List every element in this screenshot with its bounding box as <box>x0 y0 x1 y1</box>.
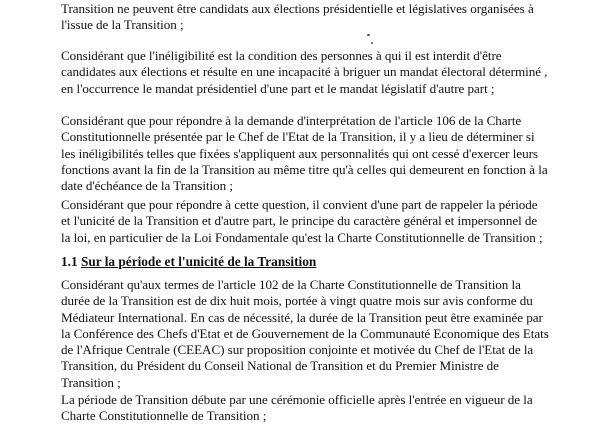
text-line: Transition ne peuvent être candidats aux élections présidentielle et législatives organisées à <box>61 1 534 16</box>
paragraph-1 <box>61 1 541 34</box>
section-heading <box>61 254 316 270</box>
text-line: les inéligibilités telles que fixées s'appliquent aux personnalités qui ont cessé d'exercer leurs <box>61 145 538 161</box>
text-line: Transition, du Président du Conseil National de Transition et du Premier Ministre de <box>61 358 499 374</box>
text-line: en l'occurrence le mandat présidentiel d'une part et le mandat législatif d'autre part ; <box>61 80 495 96</box>
text-line: Considérant que l'inéligibilité est la condition des personnes à qui il est interdit d'être <box>61 48 502 63</box>
text-line: Considérant que pour répondre à cette question, il convient d'une part de rappeler la période <box>61 197 538 212</box>
text-line: Médiateur International. En cas de nécessité, la durée de la Transition peut être examinée par <box>61 309 543 325</box>
section-title: Sur la période et l'unicité de la Transition <box>80 254 317 269</box>
text-line: durée de la Transition est de dix huit mois, portée à vingt quatre mois sur avis conforme du <box>61 293 533 309</box>
text-line: la Conférence des Chefs d'Etat et de Gouvernement de la Communauté Economique des Etats <box>61 325 549 341</box>
scan-speck <box>367 34 370 36</box>
text-line: Transition ; <box>61 374 121 390</box>
text-line: fonctions avant la fin de la Transition au même titre qu'à celles qui demeurent en fonction à la <box>61 161 548 177</box>
text-line: Constitutionnelle présentée par le Chef de l'Etat de la Transition, il y a lieu de déterminer si <box>61 129 535 145</box>
text-line: date d'échéance de la Transition ; <box>61 178 233 194</box>
section-number: 1.1 <box>61 254 78 269</box>
text-line: et l'unicité de la Transition et d'autre part, le principe du caractère général et impersonnel de <box>61 213 538 229</box>
text-line: de l'Afrique Centrale (CEEAC) sur proposition conjointe et motivée du Chef de l'Etat de la <box>61 342 534 358</box>
text-line: la loi, en particulier de la Loi Fondamentale qu'est la Charte Constitutionnelle de Transition ; <box>61 229 543 245</box>
scan-speck <box>371 42 373 44</box>
text-line: Charte Constitutionnelle de Transition ; <box>61 408 267 424</box>
text-line: l'issue de la Transition ; <box>61 17 184 33</box>
paragraph-6 <box>61 392 541 425</box>
paragraph-3 <box>61 113 548 194</box>
paragraph-4 <box>61 197 541 246</box>
text-line: Considérant que pour répondre à la demande d'interprétation de l'article 106 de la Charte <box>61 113 522 128</box>
text-line: candidates aux élections et résulte en une incapacité à briguer un mandat électoral déterminé , <box>61 64 548 80</box>
paragraph-2 <box>61 48 548 97</box>
text-line: La période de Transition débute par une cérémonie officielle après l'entrée en vigueur de la <box>61 392 533 407</box>
text-line: Considérant qu'aux termes de l'article 102 de la Charte Constitutionnelle de Transition la <box>61 277 521 292</box>
paragraph-5 <box>61 277 549 391</box>
